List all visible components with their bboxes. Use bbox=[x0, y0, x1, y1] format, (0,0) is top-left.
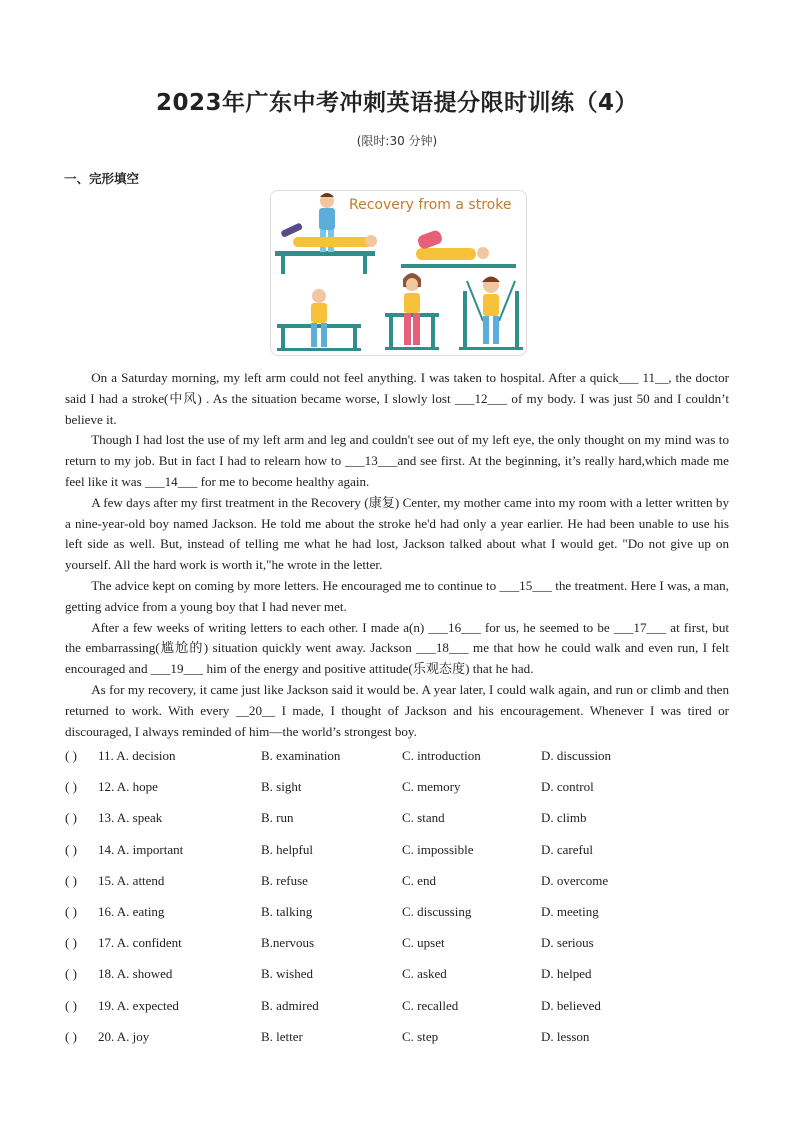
option-d: D. believed bbox=[541, 997, 601, 1013]
option-b: B. admired bbox=[261, 997, 319, 1013]
answer-blank: ( ) bbox=[65, 1028, 77, 1044]
option-b: B. run bbox=[261, 810, 294, 826]
option-d: D. discussion bbox=[541, 748, 612, 763]
answer-blank: ( ) bbox=[65, 810, 77, 826]
option-c: C. introduction bbox=[402, 748, 481, 763]
option-d: D. helped bbox=[541, 966, 592, 982]
option-b: B. talking bbox=[261, 903, 313, 919]
option-d: D. serious bbox=[541, 935, 594, 951]
option-d: D. meeting bbox=[541, 903, 599, 919]
question-row-15 bbox=[65, 873, 729, 904]
option-d: D. careful bbox=[541, 841, 593, 857]
time-limit-note: (限时:30 分钟) bbox=[356, 134, 438, 148]
cloze-passage bbox=[65, 368, 729, 742]
answer-blank: ( ) bbox=[65, 841, 77, 857]
option-b: B.nervous bbox=[261, 935, 315, 951]
option-c: C. impossible bbox=[402, 841, 474, 857]
question-row-17 bbox=[65, 935, 729, 966]
question-row-19 bbox=[65, 998, 729, 1029]
passage-paragraph-1: On a Saturday morning, my left arm could not feel anything. I was taken to hospital. After a quick___ 11__, the doctor said I had a stroke(中风) . As the situation became worse, I slowly lost ___12___ of my body. I was just 50 and I couldn’t believe it. bbox=[65, 370, 729, 427]
option-d: D. overcome bbox=[541, 872, 609, 888]
passage-paragraph-3: A few days after my first treatment in the Recovery (康复) Center, my mother came into my room with a letter written by a nine-year-old boy named Jackson. He told me about the stroke he'd had only a year earlier. He had been unable to use his left side as well. But, instead of telling me what he had lost, Jackson talked about what I would get. "Do not give up on yourself. All the hard work is worth it,"he wrote in the letter. bbox=[65, 494, 729, 573]
option-a: 19. A. expected bbox=[98, 997, 179, 1013]
option-b: B. refuse bbox=[261, 872, 308, 888]
page-title: 2023年广东中考冲刺英语提分限时训练（4） bbox=[155, 90, 639, 116]
question-row-14 bbox=[65, 842, 729, 873]
option-a: 13. A. speak bbox=[98, 810, 163, 826]
option-c: C. step bbox=[402, 1028, 439, 1044]
option-a: 11. A. decision bbox=[98, 748, 176, 763]
option-b: B. sight bbox=[261, 779, 302, 795]
option-a: 15. A. attend bbox=[98, 872, 165, 888]
passage-paragraph-6: As for my recovery, it came just like Jackson said it would be. A year later, I could walk again, and run or climb and then returned to work. With every __20__ I made, I thought of Jackson and his encouragement. Whenever I was tired or discouraged, I always reminded of him—the world’s strongest boy. bbox=[65, 681, 729, 739]
option-b: B. helpful bbox=[261, 841, 313, 857]
answer-blank: ( ) bbox=[65, 872, 77, 888]
passage-paragraph-5: After a few weeks of writing letters to each other. I made a(n) ___16___ for us, he seemed to be ___17___ at first, but the embarrassing(尴尬的) situation quickly went away. Jackson ___18___ me that how he could walk and even run, I felt encouraged and ___19___ him of the energy and positive attitude(乐观态度) that he had. bbox=[65, 619, 729, 677]
question-row-18 bbox=[65, 966, 729, 997]
rehab-exercises-icon bbox=[271, 191, 526, 355]
answer-blank: ( ) bbox=[65, 966, 77, 982]
illustration-caption: Recovery from a stroke bbox=[349, 197, 512, 213]
option-a: 16. A. eating bbox=[98, 903, 165, 919]
question-row-13 bbox=[65, 810, 729, 841]
question-row-16 bbox=[65, 904, 729, 935]
option-c: C. stand bbox=[402, 810, 445, 826]
answer-blank: ( ) bbox=[65, 997, 77, 1013]
option-c: C. recalled bbox=[402, 997, 459, 1013]
answer-blank: ( ) bbox=[65, 935, 77, 951]
question-row-11 bbox=[65, 748, 729, 779]
option-c: C. upset bbox=[402, 935, 445, 951]
option-c: C. end bbox=[402, 872, 436, 888]
question-list bbox=[65, 748, 729, 1060]
option-d: D. control bbox=[541, 779, 594, 795]
option-c: C. memory bbox=[402, 779, 461, 795]
option-c: C. discussing bbox=[402, 903, 472, 919]
answer-blank: ( ) bbox=[65, 748, 77, 763]
option-a: 12. A. hope bbox=[98, 779, 158, 795]
option-a: 17. A. confident bbox=[98, 935, 182, 951]
option-a: 18. A. showed bbox=[98, 966, 173, 982]
option-c: C. asked bbox=[402, 966, 447, 982]
option-a: 20. A. joy bbox=[98, 1028, 150, 1044]
option-b: B. examination bbox=[261, 748, 341, 763]
option-d: D. climb bbox=[541, 810, 587, 826]
section-heading: 一、完形填空 bbox=[64, 171, 140, 186]
question-row-20 bbox=[65, 1029, 729, 1060]
answer-blank: ( ) bbox=[65, 779, 77, 795]
recovery-illustration bbox=[270, 190, 527, 356]
passage-paragraph-2: Though I had lost the use of my left arm and leg and couldn't see out of my left eye, the only thought on my mind was to return to my job. But in fact I had to relearn how to ___13___and see first. At the beginning, it’s really hard,which made me feel like it was ___14___ for me to become healthy again. bbox=[65, 432, 729, 489]
option-a: 14. A. important bbox=[98, 841, 184, 857]
option-b: B. wished bbox=[261, 966, 313, 982]
passage-paragraph-4: The advice kept on coming by more letters. He encouraged me to continue to ___15___ the treatment. Here I was, a man, getting advice from a young boy that I had never met. bbox=[65, 577, 729, 614]
option-b: B. letter bbox=[261, 1028, 303, 1044]
option-d: D. lesson bbox=[541, 1028, 590, 1044]
question-row-12 bbox=[65, 779, 729, 810]
answer-blank: ( ) bbox=[65, 903, 77, 919]
